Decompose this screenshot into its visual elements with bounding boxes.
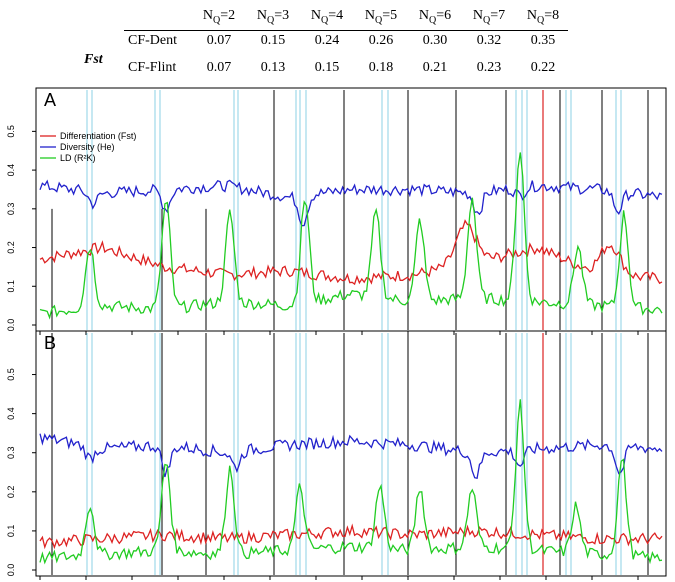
panel-label: B [44, 333, 57, 353]
table-header: $N_Q=8$ [526, 8, 560, 26]
legend-label: Differentiation (Fst) [60, 131, 137, 141]
table-header: $N_Q=6$ [418, 8, 452, 26]
table-cell: 0.32 [476, 33, 502, 48]
table-cell: 0.15 [314, 60, 340, 75]
table-cell: 0.26 [368, 33, 394, 48]
series-line [40, 221, 662, 284]
series-line [40, 399, 662, 562]
table-row-label: CF-Dent [128, 33, 177, 48]
y-tick-label: 0.1 [6, 524, 16, 538]
table-cell: 0.30 [422, 33, 448, 48]
table-cell: 0.18 [368, 60, 394, 75]
table-header: $N_Q=7$ [472, 8, 506, 26]
table-header: $N_Q=3$ [256, 8, 290, 26]
table-header: $N_Q=2$ [202, 8, 236, 26]
y-tick-label: 0.5 [6, 368, 16, 381]
table-cell: 0.07 [206, 60, 232, 75]
y-tick-label: 0.0 [6, 563, 16, 577]
table-row-label: CF-Flint [128, 60, 177, 75]
y-tick-label: 0.1 [6, 280, 16, 293]
legend-label: Diversity (He) [60, 142, 115, 152]
table-cell: 0.21 [422, 60, 448, 75]
y-tick-label: 0.5 [6, 125, 16, 138]
y-tick-label: 0.2 [6, 485, 16, 499]
table-cell: 0.22 [530, 60, 556, 75]
table-cell: 0.35 [530, 33, 556, 48]
fst-label: Fst [84, 52, 103, 67]
table-cell: 0.24 [314, 33, 340, 48]
table-cell: 0.23 [476, 60, 502, 75]
table-cell: 0.07 [206, 33, 232, 48]
legend-label: LD (R²K) [60, 153, 96, 163]
panel-label: A [44, 90, 57, 110]
y-tick-label: 0.0 [6, 318, 16, 332]
table-header: $N_Q=4$ [310, 8, 344, 26]
table-cell: 0.15 [260, 33, 286, 48]
y-tick-label: 0.4 [6, 163, 16, 177]
y-tick-label: 0.2 [6, 241, 16, 254]
y-tick-label: 0.4 [6, 407, 16, 420]
table-header: $N_Q=5$ [364, 8, 398, 26]
series-line [40, 153, 662, 318]
y-tick-label: 0.3 [6, 446, 16, 459]
series-line [40, 434, 662, 479]
table-cell: 0.13 [260, 60, 286, 75]
series-line [40, 180, 662, 225]
y-tick-label: 0.3 [6, 202, 16, 216]
